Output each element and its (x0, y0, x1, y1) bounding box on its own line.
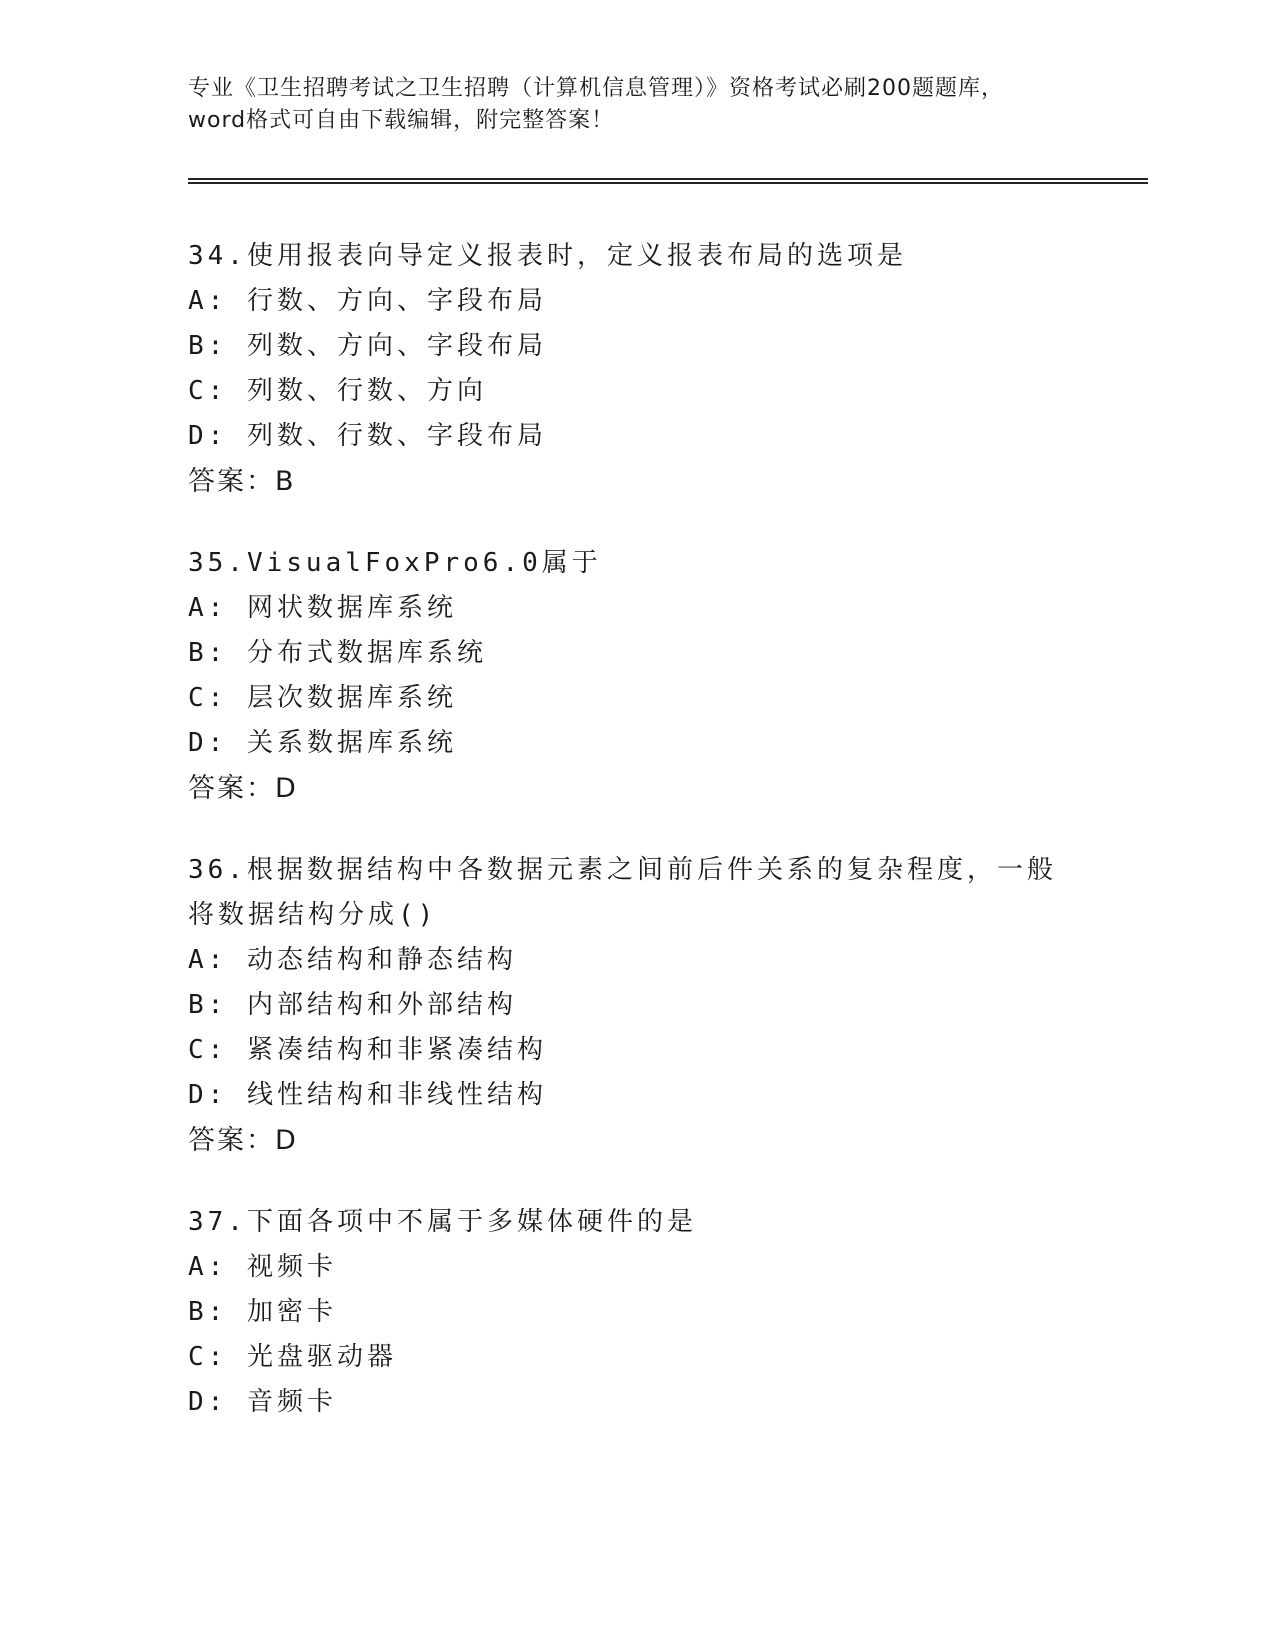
option-a: A: 网状数据库系统 (188, 593, 457, 623)
option-c: C: 紧凑结构和非紧凑结构 (188, 1035, 547, 1065)
option-c: C: 层次数据库系统 (188, 683, 457, 713)
question-36 (188, 848, 1088, 1163)
question-37 (188, 1200, 1088, 1425)
question-stem: 36.根据数据结构中各数据元素之间前后件关系的复杂程度，一般将数据结构分成() (188, 855, 1057, 930)
answer-line: 答案：D (188, 773, 298, 804)
option-b: B: 加密卡 (188, 1297, 337, 1327)
answer-line: 答案：B (188, 466, 296, 497)
option-a: A: 动态结构和静态结构 (188, 945, 517, 975)
option-a: A: 行数、方向、字段布局 (188, 286, 547, 316)
option-b: B: 列数、方向、字段布局 (188, 331, 547, 361)
header-divider (188, 178, 1148, 184)
question-34 (188, 234, 1088, 504)
option-d: D: 关系数据库系统 (188, 728, 457, 758)
option-d: D: 音频卡 (188, 1387, 337, 1417)
option-b: B: 分布式数据库系统 (188, 638, 487, 668)
option-a: A: 视频卡 (188, 1252, 337, 1282)
header-line-1: 专业《卫生招聘考试之卫生招聘（计算机信息管理）》资格考试必刷200题题库， (188, 76, 1004, 101)
option-c: C: 光盘驱动器 (188, 1342, 397, 1372)
question-35 (188, 541, 1088, 811)
question-stem: 35.VisualFoxPro6.0属于 (188, 548, 602, 578)
question-list (188, 234, 1088, 1462)
question-stem: 34.使用报表向导定义报表时，定义报表布局的选项是 (188, 241, 907, 271)
option-d: D: 列数、行数、字段布局 (188, 421, 547, 451)
header-line-2: word格式可自由下载编辑，附完整答案！ (188, 108, 615, 133)
answer-line: 答案：D (188, 1125, 298, 1156)
option-c: C: 列数、行数、方向 (188, 376, 487, 406)
option-d: D: 线性结构和非线性结构 (188, 1080, 547, 1110)
document-header (188, 73, 1088, 137)
question-stem: 37.下面各项中不属于多媒体硬件的是 (188, 1207, 697, 1237)
option-b: B: 内部结构和外部结构 (188, 990, 517, 1020)
